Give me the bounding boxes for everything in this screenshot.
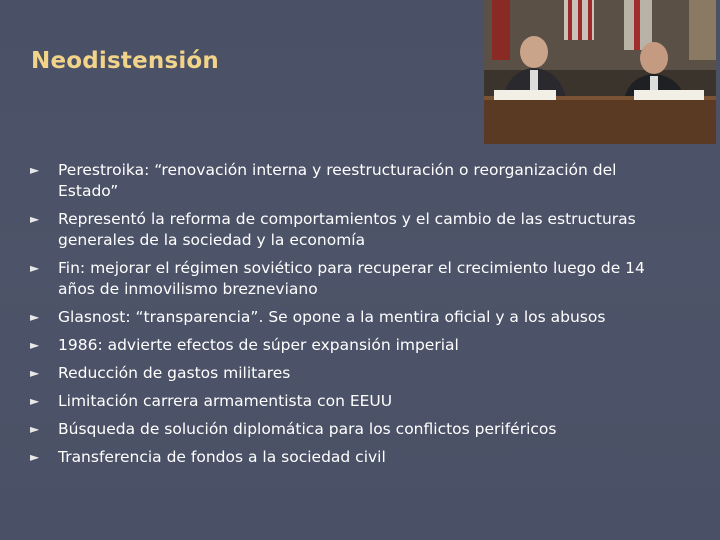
list-item <box>30 209 670 251</box>
bullet-text: Perestroika: “renovación interna y reestructuración o reorganización del Estado” <box>58 161 617 200</box>
right-pointer-icon: ► <box>30 450 40 464</box>
list-item <box>30 363 670 384</box>
list-item <box>30 391 670 412</box>
right-pointer-icon: ► <box>30 366 40 380</box>
treaty-signing-photo <box>484 0 716 144</box>
bullet-text: Transferencia de fondos a la sociedad civil <box>58 448 386 466</box>
right-pointer-icon: ► <box>30 163 40 177</box>
right-pointer-icon: ► <box>30 212 40 226</box>
right-pointer-icon: ► <box>30 261 40 275</box>
slide-title: Neodistensión <box>31 48 220 74</box>
bullet-text: 1986: advierte efectos de súper expansión imperial <box>58 336 459 354</box>
right-pointer-icon: ► <box>30 394 40 408</box>
bullet-text: Glasnost: “transparencia”. Se opone a la mentira oficial y a los abusos <box>58 308 606 326</box>
list-item <box>30 419 670 440</box>
bullet-text: Limitación carrera armamentista con EEUU <box>58 392 393 410</box>
right-pointer-icon: ► <box>30 422 40 436</box>
bullet-text: Representó la reforma de comportamientos y el cambio de las estructuras generales de la sociedad y la economía <box>58 210 636 249</box>
bullet-list <box>30 160 670 475</box>
list-item <box>30 447 670 468</box>
list-item <box>30 160 670 202</box>
bullet-text: Reducción de gastos militares <box>58 364 291 382</box>
list-item <box>30 307 670 328</box>
right-pointer-icon: ► <box>30 310 40 324</box>
bullet-text: Fin: mejorar el régimen soviético para recuperar el crecimiento luego de 14 años de inmovilismo brezneviano <box>58 259 645 298</box>
list-item <box>30 335 670 356</box>
list-item <box>30 258 670 300</box>
right-pointer-icon: ► <box>30 338 40 352</box>
bullet-text: Búsqueda de solución diplomática para los conflictos periféricos <box>58 420 557 438</box>
